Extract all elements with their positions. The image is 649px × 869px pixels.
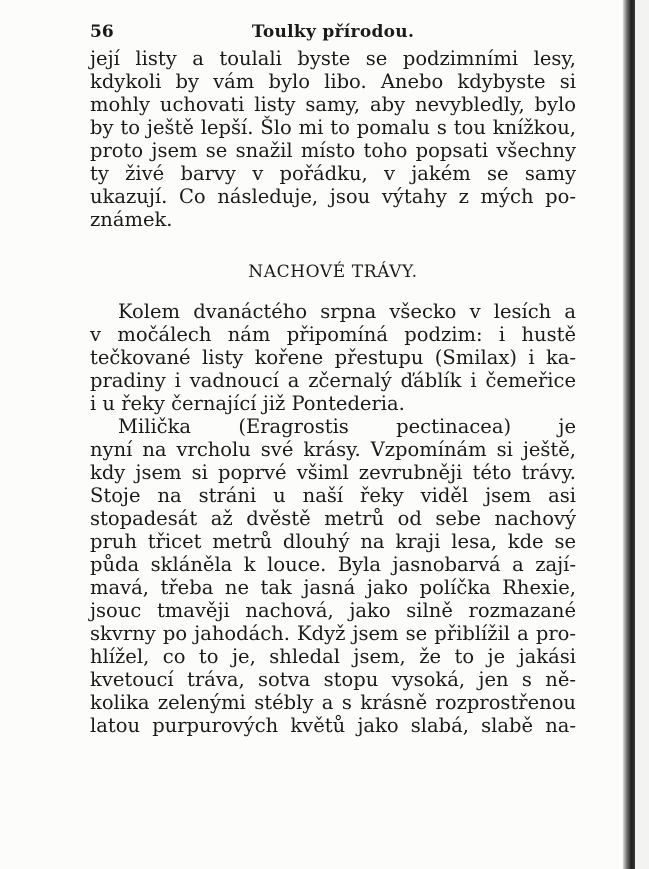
- text-line: jsouc tmavěji nachová, jako silně rozmazané: [90, 599, 576, 622]
- text-line: kdy jsem si poprvé všiml zevrubněji této trávy.: [90, 461, 576, 484]
- text-line: v močálech nám připomíná podzim: i hustě: [90, 323, 576, 346]
- text-line: Kolem dvanáctého srpna všecko v lesích a: [118, 300, 576, 323]
- text-line: kolika zelenými stébly a s krásně rozprostřenou: [90, 691, 576, 714]
- text-line: latou purpurových květů jako slabá, slabě na-: [90, 714, 576, 737]
- text-line: i u řeky černající již Pontederia.: [90, 392, 405, 415]
- text-line: kdykoli by vám bylo libo. Anebo kdybyste si: [90, 70, 576, 93]
- text-line: ty živé barvy v pořádku, v jakém se samy: [90, 162, 576, 185]
- text-line: hlížel, co to je, shledal jsem, že to je jakási: [90, 645, 576, 668]
- text-line: půda skláněla k louce. Byla jasnobarvá a zají-: [90, 553, 576, 576]
- text-line: známek.: [90, 208, 173, 231]
- text-line: by to ještě lepší. Šlo mi to pomalu s tou knížkou,: [90, 116, 576, 139]
- running-title: Toulky přírodou.: [251, 22, 415, 42]
- text-line: kvetoucí tráva, sotva stopu vysoká, jen s ně-: [90, 668, 576, 691]
- text-line: stopadesát až dvěstě metrů od sebe nachový: [90, 507, 576, 530]
- text-line: Milička (Eragrostis pectinacea) je: [118, 415, 576, 438]
- page-number: 56: [90, 22, 114, 42]
- text-line: ukazují. Co následuje, jsou výtahy z mých po-: [90, 185, 576, 208]
- text-line: proto jsem se snažil místo toho popsati všechny: [90, 139, 576, 162]
- text-line: mohly uchovati listy samy, aby nevybledly, bylo: [90, 93, 576, 116]
- text-line: pradiny i vadnoucí a zčernalý ďáblík i čemeřice: [90, 369, 576, 392]
- book-spine-shadow: [623, 0, 635, 869]
- text-line: Stoje na stráni u naší řeky viděl jsem asi: [90, 484, 576, 507]
- text-line: pruh třicet metrů dlouhý na kraji lesa, kde se: [90, 530, 576, 553]
- page-edge: [635, 0, 649, 869]
- page-header: [90, 22, 576, 48]
- text-line: nyní na vrcholu své krásy. Vzpomínám si ještě,: [90, 438, 576, 461]
- text-line: mavá, třeba ne tak jasná jako políčka Rhexie,: [90, 576, 576, 599]
- text-line: její listy a toulali byste se podzimními lesy,: [90, 47, 576, 70]
- section-body: [90, 300, 576, 737]
- text-line: tečkované listy kořene přestupu (Smilax) i ka-: [90, 346, 576, 369]
- section-heading: NACHOVÉ TRÁVY.: [248, 262, 418, 282]
- text-line: skvrny po jahodách. Když jsem se přiblížil a pro-: [90, 622, 576, 645]
- intro-paragraph: [90, 47, 576, 231]
